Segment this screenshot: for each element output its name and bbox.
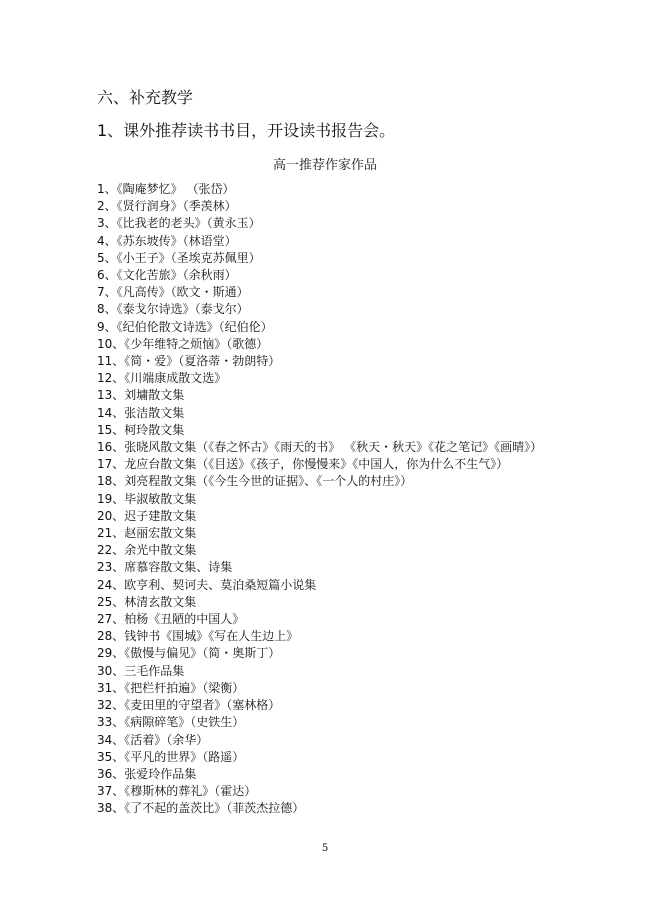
list-item: 36、张爱玲作品集 — [97, 766, 197, 781]
list-item: 19、毕淑敏散文集 — [97, 491, 197, 506]
list-item: 27、柏杨《丑陋的中国人》 — [97, 612, 245, 627]
page-number: 5 — [321, 843, 329, 854]
list-item: 2、《贤行润身》（季羡林） — [97, 199, 237, 214]
list-item: 32、《麦田里的守望者》（塞林格） — [97, 698, 281, 713]
list-item: 10、《少年维特之烦恼》（歌德） — [97, 336, 269, 351]
list-item: 6、《文化苦旅》（余秋雨） — [97, 268, 237, 283]
section-heading: 六、补充教学 — [97, 88, 194, 107]
list-item: 35、《平凡的世界》（路遥） — [97, 749, 245, 764]
list-item: 12、《川端康成散文选》 — [97, 371, 227, 386]
list-item: 15、柯玲散文集 — [97, 422, 185, 437]
list-item: 14、张洁散文集 — [97, 405, 185, 420]
list-item: 21、赵丽宏散文集 — [97, 526, 197, 541]
list-item: 8、《泰戈尔诗选》（泰戈尔） — [97, 302, 249, 317]
list-item: 13、刘墉散文集 — [97, 388, 185, 403]
list-item: 38、《了不起的盖茨比》（菲茨杰拉德） — [97, 801, 305, 816]
list-item: 1、《陶庵梦忆》 （张岱） — [97, 182, 235, 196]
list-item: 28、钱钟书《围城》《写在人生边上》 — [97, 629, 299, 644]
list-item: 18、刘亮程散文集（《今生今世的证据》、《一个人的村庄》） — [97, 474, 413, 489]
list-item: 9、《纪伯伦散文诗选》（纪伯伦） — [97, 319, 273, 334]
list-item: 5、《小王子》（圣埃克苏佩里） — [97, 250, 261, 265]
list-item: 25、林清玄散文集 — [97, 594, 197, 609]
list-item: 37、《穆斯林的葬礼》（霍达） — [97, 784, 257, 799]
list-item: 33、《病隙碎笔》（史铁生） — [97, 715, 245, 730]
list-title: 高一推荐作家作品 — [272, 158, 377, 173]
list-item: 29、《傲慢与偏见》（简・奥斯丁） — [97, 646, 281, 661]
list-item: 3、《比我老的老头》（黄永玉） — [97, 216, 261, 231]
list-item: 20、迟子建散文集 — [97, 508, 197, 523]
list-item: 17、龙应台散文集（《目送》《孩子，你慢慢来》《中国人，你为什么不生气》） — [97, 457, 509, 472]
list-item: 30、三毛作品集 — [97, 663, 185, 678]
list-item: 24、欧亨利、契诃夫、莫泊桑短篇小说集 — [97, 577, 317, 592]
list-item: 7、《凡高传》（欧文・斯通） — [97, 285, 249, 300]
list-item: 34、《活着》（余华） — [97, 732, 209, 747]
list-item: 23、席慕容散文集、诗集 — [97, 560, 233, 575]
list-item: 4、《苏东坡传》（林语堂） — [97, 233, 237, 248]
book-list — [97, 181, 559, 818]
list-item: 11、《简・爱》（夏洛蒂・勃朗特） — [97, 354, 281, 369]
list-item: 22、余光中散文集 — [97, 543, 197, 558]
list-item: 16、张晓风散文集（《春之怀古》《雨天的书》 《秋天・秋天》《花之笔记》《画晴》） — [97, 440, 543, 455]
list-item: 31、《把栏杆拍遍》（梁衡） — [97, 680, 245, 695]
reading-list-subheading: 1、课外推荐读书书目，开设读书报告会。 — [97, 121, 396, 140]
